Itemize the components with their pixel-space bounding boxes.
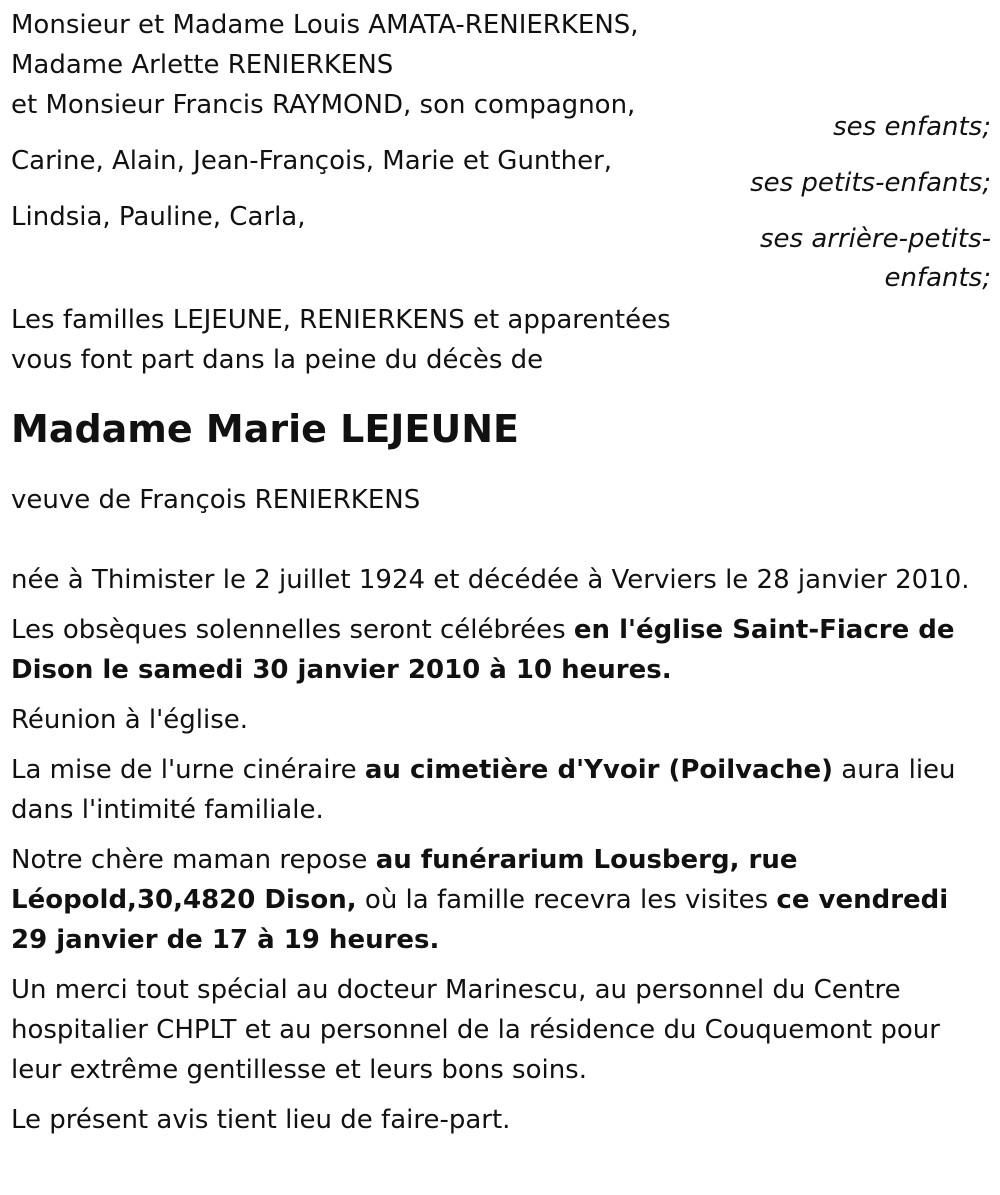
great-grandchildren-relation-1: ses arrière-petits- — [760, 224, 991, 254]
children-line-1: Monsieur et Madame Louis AMATA-RENIERKENS, — [11, 10, 639, 40]
meeting-line: Réunion à l'église. — [11, 705, 249, 735]
children-group — [11, 5, 991, 147]
obituary-notice — [11, 5, 991, 1150]
families-line-2: vous font part dans la peine du décès de — [11, 345, 544, 375]
grandchildren-names: Carine, Alain, Jean-François, Marie et Gunther, — [11, 146, 613, 176]
children-relation: ses enfants; — [833, 112, 991, 142]
families-line-1: Les familles LEJEUNE, RENIERKENS et apparentées — [11, 305, 671, 335]
funeral-location-date: en l'église Saint-Fiacre de Dison le samedi 30 janvier 2010 à 10 heures. — [11, 615, 955, 685]
birth-death-line: née à Thimister le 2 juillet 1924 et décédée à Verviers le 28 janvier 2010. — [11, 565, 970, 595]
urn-paragraph — [11, 750, 991, 830]
children-line-2: Madame Arlette RENIERKENS — [11, 50, 394, 80]
great-grandchildren-group — [11, 197, 991, 298]
grandchildren-group — [11, 141, 991, 203]
funeral-paragraph — [11, 610, 991, 690]
grandchildren-relation: ses petits-enfants; — [750, 168, 991, 198]
urn-cemetery: au cimetière d'Yvoir (Poilvache) — [364, 755, 834, 785]
notice-line: Le présent avis tient lieu de faire-part. — [11, 1105, 511, 1135]
rest-paragraph — [11, 840, 991, 960]
urn-outro: aura lieu dans l'intimité familiale. — [11, 755, 956, 825]
funeral-intro: Les obsèques solennelles seront célébrées — [11, 615, 574, 645]
urn-intro: La mise de l'urne cinéraire — [11, 755, 365, 785]
great-grandchildren-relation-2: enfants; — [884, 263, 991, 293]
children-line-3: et Monsieur Francis RAYMOND, son compagnon, — [11, 90, 636, 120]
thanks-paragraph: Un merci tout spécial au docteur Marinescu, au personnel du Centre hospitalier CHPLT et au personnel de la résidence du Couquemont pour leur extrême gentillesse et leurs bons soins. — [11, 975, 940, 1085]
deceased-name: Madame Marie LEJEUNE — [11, 407, 520, 451]
rest-middle: où la famille recevra les visites — [356, 885, 777, 915]
great-grandchildren-names: Lindsia, Pauline, Carla, — [11, 202, 306, 232]
rest-intro: Notre chère maman repose — [11, 845, 376, 875]
rest-visit-time: ce vendredi 29 janvier de 17 à 19 heures. — [11, 885, 949, 955]
widow-of: veuve de François RENIERKENS — [11, 485, 421, 515]
families-group — [11, 300, 991, 380]
rest-funeral-home: au funérarium Lousberg, rue Léopold,30,4820 Dison, — [11, 845, 798, 915]
